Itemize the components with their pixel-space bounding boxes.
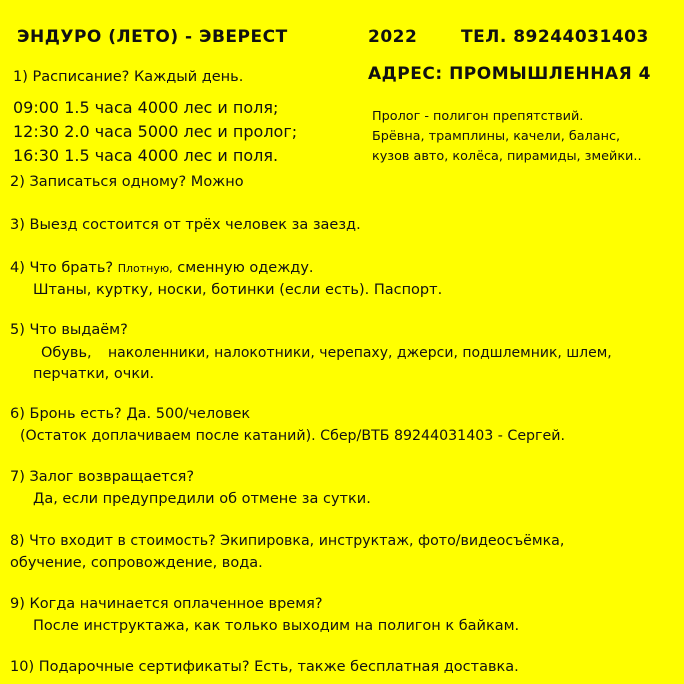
schedule-line-2: 12:30 2.0 часа 5000 лес и пролог; xyxy=(13,122,298,141)
q1-question: 1) Расписание? Каждый день. xyxy=(13,69,244,85)
q4-rest: сменную одежду. xyxy=(177,260,314,276)
q4-question-text: 4) Что брать? xyxy=(10,260,114,276)
q5-line1a: Обувь, xyxy=(41,345,92,361)
q7-answer: Да, если предупредили об отмене за сутки. xyxy=(33,491,371,507)
q8-question: 8) Что входит в стоимость? Экипировка, инструктаж, фото/видеосъёмка, xyxy=(10,533,565,549)
q2: 2) Записаться одному? Можно xyxy=(10,174,244,190)
q5-line2: перчатки, очки. xyxy=(33,366,155,382)
prolog-line-1: Пролог - полигон препятствий. xyxy=(372,109,584,124)
year: 2022 xyxy=(368,27,418,47)
schedule-line-3: 16:30 1.5 часа 4000 лес и поля. xyxy=(13,146,279,165)
q9-question: 9) Когда начинается оплаченное время? xyxy=(10,596,323,612)
q4-question xyxy=(10,260,314,276)
q3: 3) Выезд состоится от трёх человек за заезд. xyxy=(10,217,361,233)
title: ЭНДУРО (ЛЕТО) - ЭВЕРЕСТ xyxy=(17,27,288,47)
prolog-line-2: Брёвна, трамплины, качели, баланс, xyxy=(372,129,621,144)
q5-line1b: наколенники, налокотники, черепаху, джерси, подшлемник, шлем, xyxy=(108,345,612,361)
q10: 10) Подарочные сертификаты? Есть, также бесплатная доставка. xyxy=(10,659,519,675)
q5-question: 5) Что выдаём? xyxy=(10,322,128,338)
q9-answer: После инструктажа, как только выходим на полигон к байкам. xyxy=(33,618,520,634)
q7-question: 7) Залог возвращается? xyxy=(10,469,195,485)
prolog-line-3: кузов авто, колёса, пирамиды, змейки.. xyxy=(372,149,642,164)
q6-answer: (Остаток доплачиваем после катаний). Сбер/ВТБ 89244031403 - Сергей. xyxy=(20,428,565,444)
q4-small: Плотную, xyxy=(117,262,173,275)
address: АДРЕС: ПРОМЫШЛЕННАЯ 4 xyxy=(368,64,651,84)
schedule-line-1: 09:00 1.5 часа 4000 лес и поля; xyxy=(13,98,279,117)
q6-question: 6) Бронь есть? Да. 500/человек xyxy=(10,406,251,422)
phone: ТЕЛ. 89244031403 xyxy=(461,27,649,47)
q8-answer: обучение, сопровождение, вода. xyxy=(10,555,263,571)
q4-answer: Штаны, куртку, носки, ботинки (если есть). Паспорт. xyxy=(33,282,443,298)
